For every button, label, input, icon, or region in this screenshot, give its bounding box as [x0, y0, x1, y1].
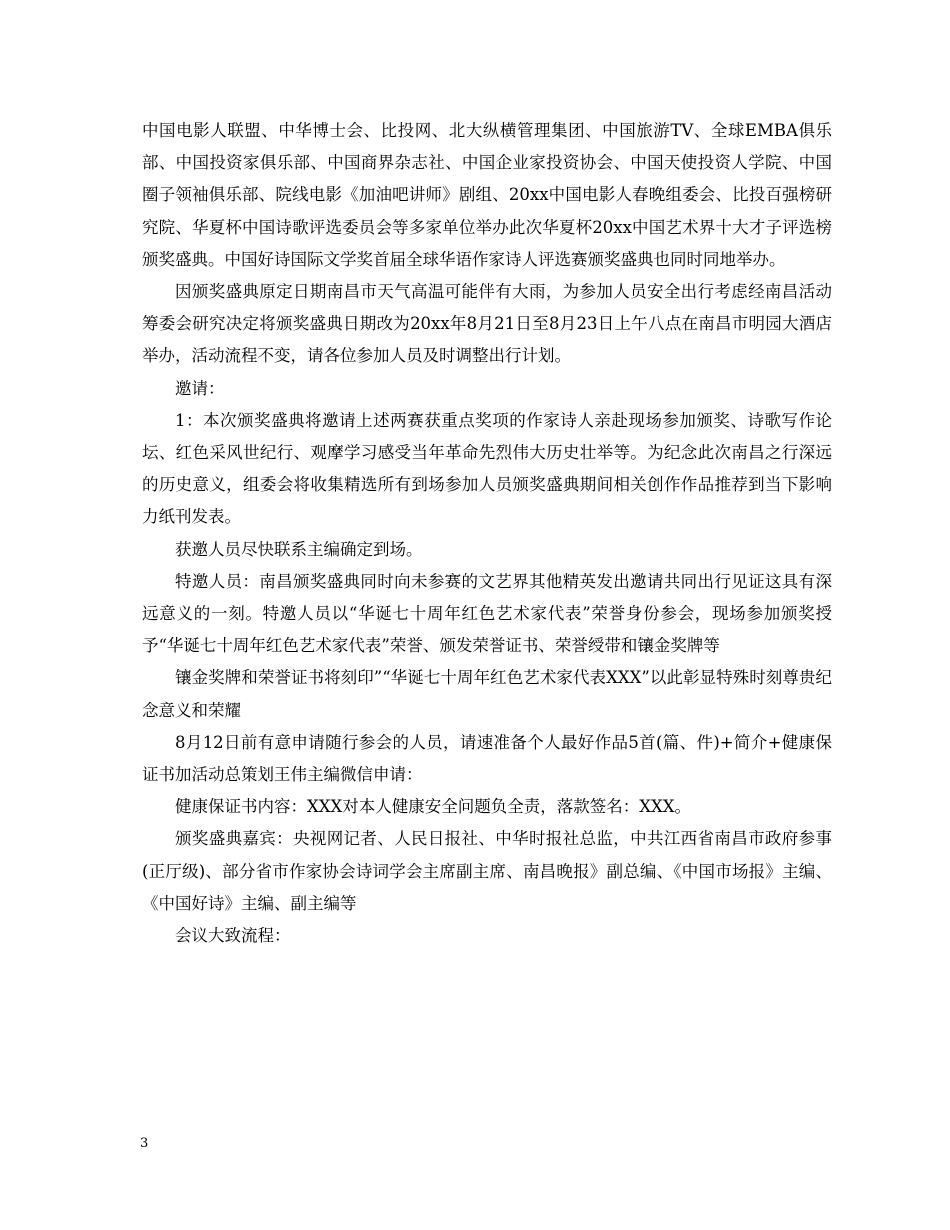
paragraph-gold-medal: 镶金奖牌和荣誉证书将刻印”“华诞七十周年红色艺术家代表XXX”以此彰显特殊时刻尊贵纪念意义和荣耀 — [142, 668, 832, 720]
paragraph-application: 8月12日前有意申请随行参会的人员，请速准备个人最好作品5首(篇、件)+简介+健康保证书加活动总策划王伟主编微信申请： — [142, 732, 832, 785]
page-number: 3 — [140, 1136, 149, 1151]
paragraph-health-guarantee: 健康保证书内容：XXX对本人健康安全问题负全责，落款签名：XXX。 — [175, 797, 691, 817]
paragraph-contact-editor: 获邀人员尽快联系主编确定到场。 — [175, 539, 423, 559]
document-body — [142, 115, 832, 952]
paragraph-special-guests: 特邀人员：南昌颁奖盛典同时向未参赛的文艺界其他精英发出邀请共同出行见证这具有深远意义的一刻。特邀人员以“华诞七十周年红色艺术家代表”荣誉身份参会，现场参加颁奖授予“华诞七十周年红色艺术家代表”荣誉、颁发荣誉证书、荣誉绶带和镶金奖牌等 — [142, 571, 832, 656]
paragraph-organizers: 中国电影人联盟、中华博士会、比投网、北大纵横管理集团、中国旅游TV、全球EMBA俱乐部、中国投资家俱乐部、中国商界杂志社、中国企业家投资协会、中国天使投资人学院、中国圈子领袖俱乐部、院线电影《加油吧讲师》剧组、20xx中国电影人春晚组委会、比投百强榜研究院、华夏杯中国诗歌评选委员会等多家单位举办此次华夏杯20xx中国艺术界十大才子评选榜颁奖盛典。中国好诗国际文学奖首届全球华语作家诗人评选赛颁奖盛典也同时同地举办。 — [142, 121, 832, 269]
paragraph-ceremony-guests: 颁奖盛典嘉宾：央视网记者、人民日报社、中华时报社总监，中共江西省南昌市政府参事(正厅级)、部分省市作家协会诗词学会主席副主席、南昌晚报》副总编、《中国市场报》主编、《中国好诗》主编、副主编等 — [142, 829, 832, 913]
paragraph-invitation-heading: 邀请： — [175, 378, 225, 398]
paragraph-date-change: 因颁奖盛典原定日期南昌市天气高温可能伴有大雨，为参加人员安全出行考虑经南昌活动筹委会研究决定将颁奖盛典日期改为20xx年8月21日至8月23日上午八点在南昌市明园大酒店举办，活动流程不变，请各位参加人员及时调整出行计划。 — [142, 282, 832, 366]
paragraph-agenda-heading: 会议大致流程： — [175, 926, 291, 946]
paragraph-invitation-details: 1：本次颁奖盛典将邀请上述两赛获重点奖项的作家诗人亲赴现场参加颁奖、诗歌写作论坛、红色采风世纪行、观摩学习感受当年革命先烈伟大历史壮举等。为纪念此次南昌之行深远的历史意义，组委会将收集精选所有到场参加人员颁奖盛典期间相关创作作品推荐到当下影响力纸刊发表。 — [142, 410, 832, 527]
